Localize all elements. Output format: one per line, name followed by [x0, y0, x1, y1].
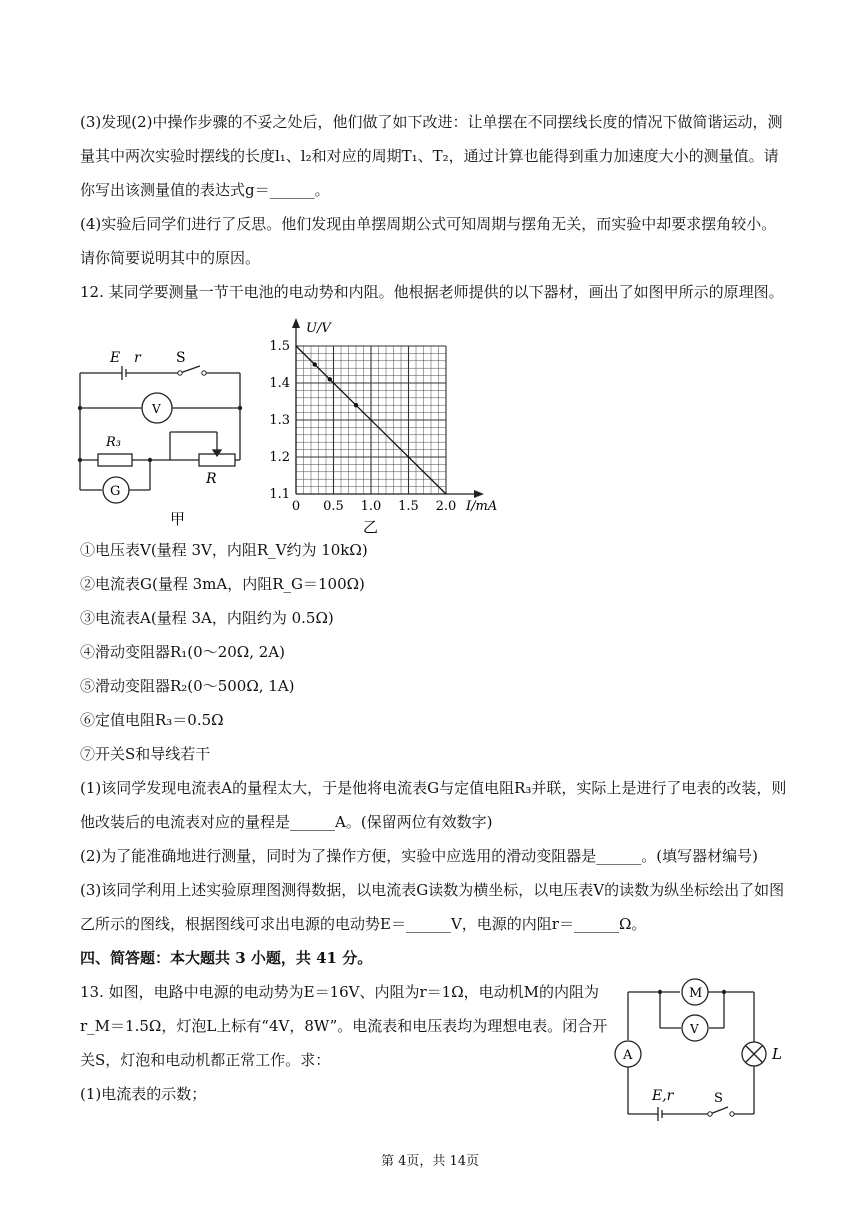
circuit-label-R3: R₃: [106, 435, 121, 450]
q13-voltmeter-label: V: [690, 1022, 699, 1036]
x-tick-label: 0.5: [323, 499, 344, 514]
data-point: [313, 362, 317, 366]
voltmeter-label: V: [152, 402, 161, 416]
q13-circuit-diagram: [612, 970, 792, 1130]
equipment-item-7: ⑦开关S和导线若干: [80, 745, 211, 763]
x-axis-label: I/mA: [466, 499, 498, 514]
x-tick-label: 0: [291, 499, 301, 514]
figure-caption-jia: 甲: [170, 510, 186, 528]
x-tick-label: 2.0: [435, 499, 457, 514]
data-point: [328, 377, 332, 381]
equipment-item-3: ③电流表A(量程 3A，内阻约为 0.5Ω): [80, 609, 334, 627]
q12-sub3-line2: 乙所示的图线，根据图线可求出电源的电动势E＝______V，电源的内阻r＝______Ω。: [80, 915, 647, 933]
q11-part4-line1: (4)实验后同学们进行了反思。他们发现由单摆周期公式可知周期与摆角无关，而实验中却要求摆角较小。: [80, 215, 777, 233]
motor-label: M: [689, 986, 703, 1001]
circuit-label-r: r: [134, 350, 141, 366]
equipment-item-5: ⑤滑动变阻器R₂(0～500Ω, 1A): [80, 677, 295, 695]
circuit-label-S: S: [176, 350, 186, 366]
q12-sub2: (2)为了能准确地进行测量，同时为了操作方便，实验中应选用的滑动变阻器是______。(填写器材编号): [80, 847, 758, 865]
equipment-item-2: ②电流表G(量程 3mA，内阻R_G＝100Ω): [80, 575, 365, 593]
galvanometer-label: G: [110, 484, 121, 499]
page-footer: 第 4页，共 14页: [380, 1154, 480, 1169]
q12-intro: 12. 某同学要测量一节干电池的电动势和内阻。他根据老师提供的以下器材，画出了如图甲所示的原理图。: [80, 283, 784, 301]
y-tick-label: 1.5: [269, 339, 290, 354]
ui-graph-yi: [262, 308, 522, 536]
circuit-label-E: E: [110, 350, 121, 366]
q12-sub1-line2: 他改装后的电流表对应的量程是______A。(保留两位有效数字): [80, 813, 493, 831]
y-axis-arrow: [292, 318, 300, 328]
figure-caption-yi: 乙: [363, 518, 379, 536]
x-tick-label: 1.0: [360, 499, 382, 514]
data-point: [354, 403, 358, 407]
q12-sub3-line1: (3)该同学利用上述实验原理图测得数据，以电流表G读数为横坐标，以电压表V的读数为纵坐标绘出了如图: [80, 881, 785, 899]
q13-line1: 13. 如图，电路中电源的电动势为E＝16V、内阻为r＝1Ω，电动机M的内阻为: [80, 983, 600, 1001]
y-tick-label: 1.4: [269, 376, 290, 391]
ammeter-label: A: [623, 1048, 633, 1063]
q13-line3: 关S，灯泡和电动机都正常工作。求：: [80, 1051, 331, 1069]
section-4-title: 四、简答题：本大题共 3 小题，共 41 分。: [80, 949, 373, 967]
q11-part4-line2: 请你简要说明其中的原因。: [80, 249, 261, 267]
q13-switch-label: S: [714, 1091, 723, 1106]
circuit-label-R: R: [206, 471, 217, 487]
y-tick-label: 1.3: [269, 413, 290, 428]
equipment-item-4: ④滑动变阻器R₁(0～20Ω, 2A): [80, 643, 285, 661]
q13-line4: (1)电流表的示数；: [80, 1085, 207, 1103]
circuit-diagram-jia: [72, 340, 252, 530]
equipment-item-1: ①电压表V(量程 3V，内阻R_V约为 10kΩ): [80, 541, 368, 559]
q11-part3-line1: (3)发现(2)中操作步骤的不妥之处后，他们做了如下改进：让单摆在不同摆线长度的情况下做简谐运动，测: [80, 113, 783, 131]
lamp-label: L: [772, 1045, 782, 1063]
x-tick-label: 1.5: [398, 499, 419, 514]
q12-sub1-line1: (1)该同学发现电流表A的量程太大，于是他将电流表G与定值电阻R₃并联，实际上是进行了电表的改装，则: [80, 779, 787, 797]
q11-part3-line3: 你写出该测量值的表达式g＝______。: [80, 181, 330, 199]
source-label: E,r: [652, 1088, 674, 1104]
x-axis-arrow: [474, 490, 484, 498]
y-axis-label: U/V: [306, 321, 331, 336]
y-tick-label: 1.1: [269, 487, 290, 502]
q13-line2: r_M＝1.5Ω，灯泡L上标有“4V，8W”。电流表和电压表均为理想电表。闭合开: [80, 1017, 608, 1035]
q11-part3-line2: 量其中两次实验时摆线的长度l₁、l₂和对应的周期T₁、T₂，通过计算也能得到重力加速度大小的测量值。请: [80, 147, 779, 165]
y-tick-label: 1.2: [269, 450, 290, 465]
equipment-item-6: ⑥定值电阻R₃＝0.5Ω: [80, 711, 224, 729]
